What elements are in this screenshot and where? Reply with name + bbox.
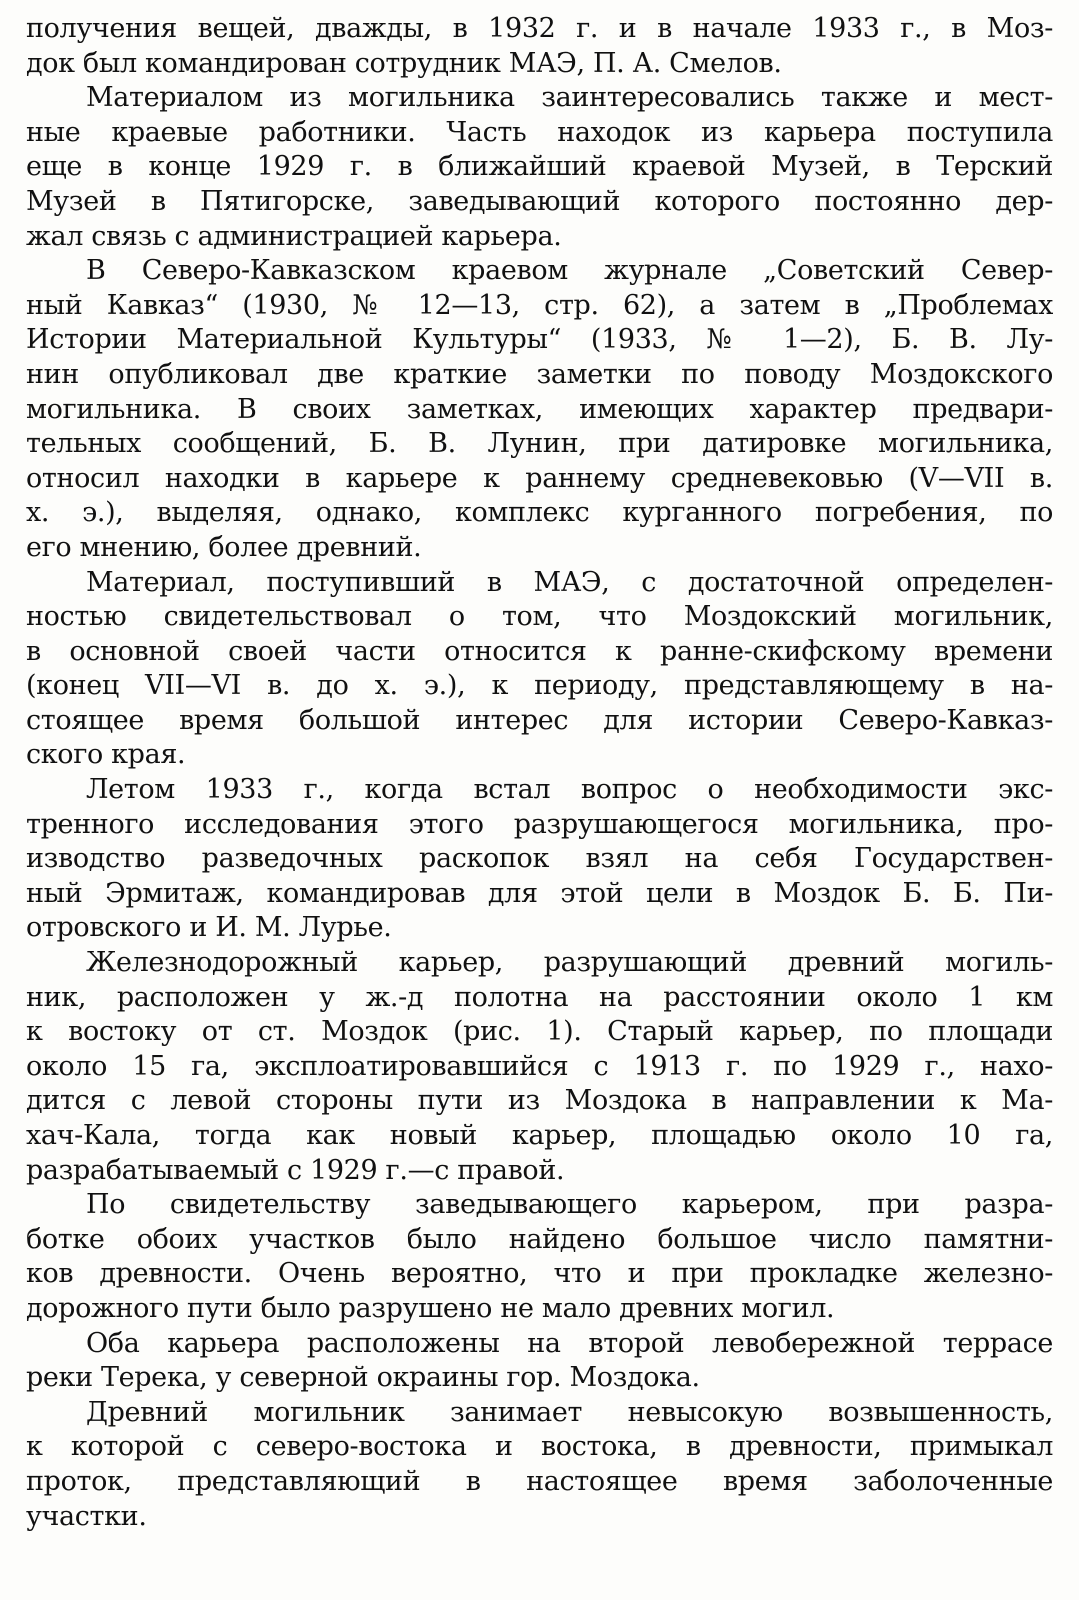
text-line: По свидетельству заведывающего карьером, при разра- (86, 1189, 1053, 1221)
text-line: (конец VII—VI в. до х. э.), к периоду, представляющему в на- (26, 670, 1053, 702)
text-line: хач-Кала, тогда как новый карьер, площадью около 10 га, (26, 1120, 1053, 1151)
text-line: тренного исследования этого разрушающегося могильника, про- (26, 808, 1053, 840)
text-line: ные краевые работники. Часть находок из карьера поступила (26, 116, 1053, 148)
text-line: жал связь с администрацией карьера. (26, 220, 562, 252)
text-line: х. э.), выделяя, однако, комплекс курганного погребения, по (26, 497, 1053, 529)
paragraph (26, 1327, 1053, 1396)
paragraph (26, 12, 1053, 81)
text-line: Материал, поступивший в МАЭ, с достаточной определен- (86, 566, 1053, 598)
paragraph (26, 773, 1053, 946)
text-line: ный Эрмитаж, командировав для этой цели в Моздок Б. Б. Пи- (26, 877, 1053, 909)
text-line: дорожного пути было разрушено не мало древних могил. (26, 1292, 835, 1324)
text-line: Материалом из могильника заинтересовались также и мест- (86, 82, 1053, 114)
text-line: стоящее время большой интерес для истории Северо-Кавказ- (26, 704, 1053, 736)
text-line: относил находки в карьере к раннему средневековью (V—VII в. (26, 462, 1053, 494)
text-line: док был командирован сотрудник МАЭ, П. А. Смелов. (26, 47, 782, 79)
text-line: нин опубликовал две краткие заметки по поводу Моздокского (26, 358, 1053, 390)
text-line: Летом 1933 г., когда встал вопрос о необходимости экс- (86, 774, 1053, 806)
text-line: тельных сообщений, Б. В. Лунин, при датировке могильника, (26, 428, 1053, 460)
text-line: к востоку от ст. Моздок (рис. 1). Старый карьер, по площади (26, 1016, 1053, 1048)
text-line: ник, расположен у ж.-д полотна на расстоянии около 1 км (26, 981, 1053, 1013)
text-line: Музей в Пятигорске, заведывающий которого постоянно дер- (26, 185, 1053, 217)
text-line: Оба карьера расположены на второй левобережной террасе (86, 1327, 1053, 1359)
text-line: Истории Материальной Культуры“ (1933, № 1—2), Б. В. Лу- (26, 324, 1053, 356)
text-line: В Северо-Кавказском краевом журнале „Советский Север- (86, 255, 1053, 287)
paragraph (26, 946, 1053, 1188)
text-line: около 15 га, эксплоатировавшийся с 1913 г. по 1929 г., нахо- (26, 1050, 1053, 1082)
text-line: ботке обоих участков было найдено большое число памятни- (26, 1223, 1053, 1255)
text-line: ностью свидетельствовал о том, что Моздокский могильник, (26, 601, 1053, 633)
text-line: разрабатываемый с 1929 г.—с правой. (26, 1154, 565, 1186)
text-line: могильника. В своих заметках, имеющих характер предвари- (26, 393, 1053, 425)
text-line: ный Кавказ“ (1930, № 12—13, стр. 62), а затем в „Проблемах (26, 289, 1053, 321)
text-line: дится с левой стороны пути из Моздока в направлении к Ма- (26, 1085, 1053, 1117)
text-line: в основной своей части относится к ранне-скифскому времени (26, 635, 1053, 667)
text-line: к которой с северо-востока и востока, в древности, примыкал (26, 1431, 1053, 1463)
text-line: реки Терека, у северной окраины гор. Моздока. (26, 1362, 700, 1394)
text-line: участки. (26, 1500, 147, 1532)
paragraph (26, 566, 1053, 774)
text-line: Железнодорожный карьер, разрушающий древний могиль- (86, 947, 1053, 979)
text-line: еще в конце 1929 г. в ближайший краевой Музей, в Терский (26, 151, 1053, 183)
text-line: проток, представляющий в настоящее время заболоченные (26, 1465, 1053, 1497)
paragraph (26, 81, 1053, 254)
text-line: отровского и И. М. Лурье. (26, 912, 392, 944)
text-line: его мнению, более древний. (26, 531, 422, 563)
text-line: ского края. (26, 739, 186, 771)
text-line: ков древности. Очень вероятно, что и при прокладке железно- (26, 1258, 1053, 1290)
paragraph (26, 254, 1053, 565)
paragraph (26, 1188, 1053, 1326)
text-line: Древний могильник занимает невысокую возвышенность, (86, 1396, 1053, 1428)
text-line: изводство разведочных раскопок взял на себя Государствен- (26, 843, 1053, 875)
text-line: получения вещей, дважды, в 1932 г. и в начале 1933 г., в Моз- (26, 13, 1053, 44)
paragraph (26, 1396, 1053, 1534)
